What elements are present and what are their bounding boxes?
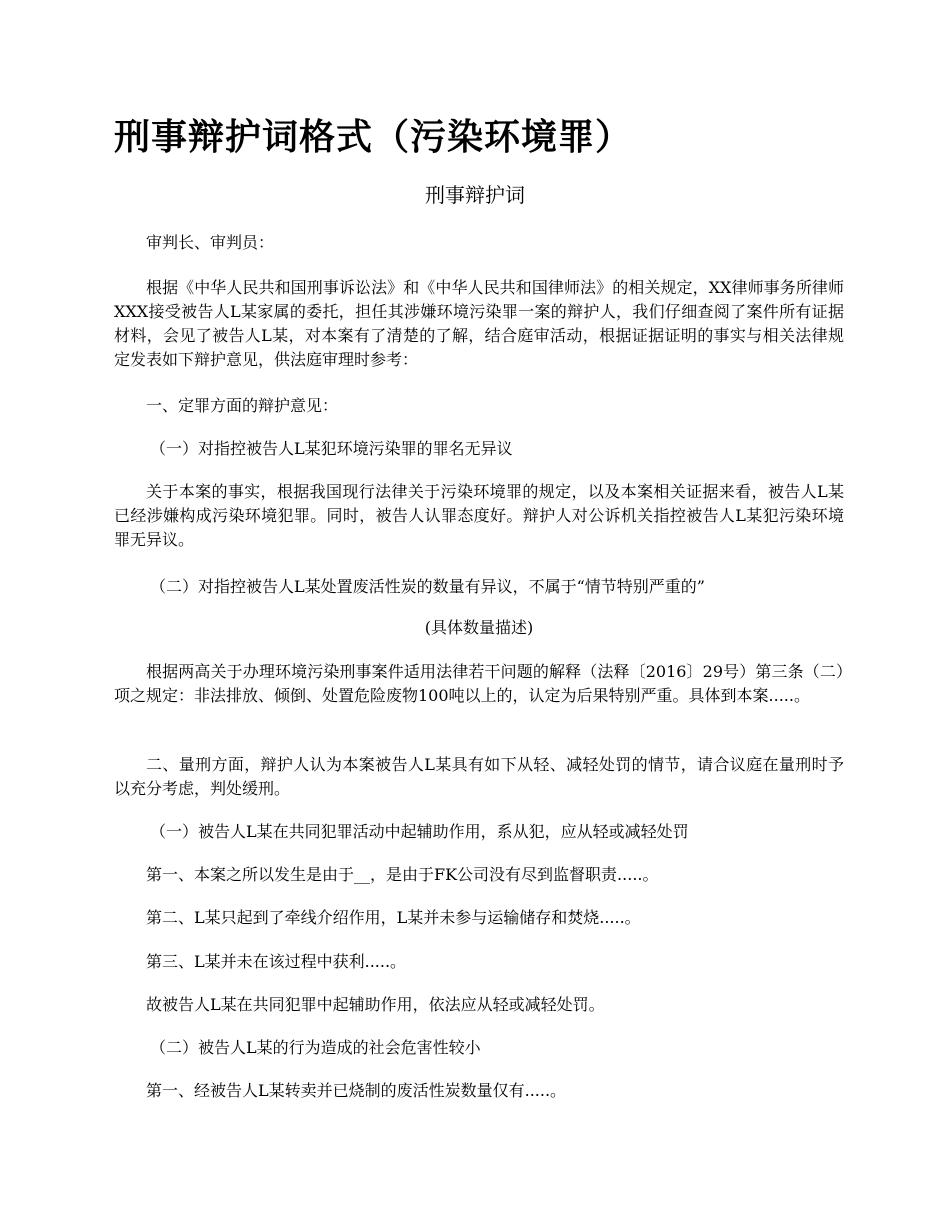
quantity-placeholder: (具体数量描述) xyxy=(424,618,534,637)
subheading-no-objection: （一）对指控被告人L某犯环境污染罪的罪名无异议 xyxy=(150,439,513,458)
legal-basis-paragraph: 根据两高关于办理环境污染刑事案件适用法律若干问题的解释（法释〔2016〕29号）第三条（二）项之规定：非法排放、倾倒、处置危险废物100吨以上的，认定为后果特别严重。具体到本案.....。 xyxy=(114,662,844,705)
intro-paragraph: 根据《中华人民共和国刑事诉讼法》和《中华人民共和国律师法》的相关规定，XX律师事务所律师XXX接受被告人L某家属的委托，担任其涉嫌环境污染罪一案的辩护人，我们仔细查阅了案件所有证据材料，会见了被告人L某，对本案有了清楚的了解，结合庭审活动，根据证据证明的事实与相关法律规定发表如下辩护意见，供法庭审理时参考： xyxy=(114,278,844,369)
section-heading-sentencing: 二、量刑方面，辩护人认为本案被告人L某具有如下从轻、减轻处罚的情节，请合议庭在量刑时予以充分考虑，判处缓刑。 xyxy=(114,755,844,798)
accessory-conclusion: 故被告人L某在共同犯罪中起辅助作用，依法应从轻或减轻处罚。 xyxy=(146,995,605,1014)
point-first: 第一、本案之所以发生是由于__，是由于FK公司没有尽到监督职责.....。 xyxy=(146,865,659,884)
subheading-accessory: （一）被告人L某在共同犯罪活动中起辅助作用，系从犯，应从轻或减轻处罚 xyxy=(150,822,689,841)
subheading-low-harm: （二）被告人L某的行为造成的社会危害性较小 xyxy=(150,1038,481,1057)
document-title: 刑事辩护词格式（污染环境罪） xyxy=(114,117,633,158)
harm-point-first: 第一、经被告人L某转卖并已烧制的废活性炭数量仅有.....。 xyxy=(146,1081,567,1100)
subheading-quantity-objection: （二）对指控被告人L某处置废活性炭的数量有异议，不属于“情节特别严重的” xyxy=(150,577,705,596)
point-third: 第三、L某并未在该过程中获利.....。 xyxy=(146,952,407,971)
salutation: 审判长、审判员： xyxy=(146,233,275,252)
facts-paragraph: 关于本案的事实，根据我国现行法律关于污染环境罪的规定，以及本案相关证据来看，被告人L某已经涉嫌构成污染环境犯罪。同时，被告人认罪态度好。辩护人对公诉机关指控被告人L某犯污染环境罪无异议。 xyxy=(114,482,844,549)
point-second: 第二、L某只起到了牵线介绍作用，L某并未参与运输储存和焚烧.....。 xyxy=(146,908,641,927)
section-heading-conviction: 一、定罪方面的辩护意见： xyxy=(146,396,339,415)
document-subtitle: 刑事辩护词 xyxy=(425,183,525,207)
